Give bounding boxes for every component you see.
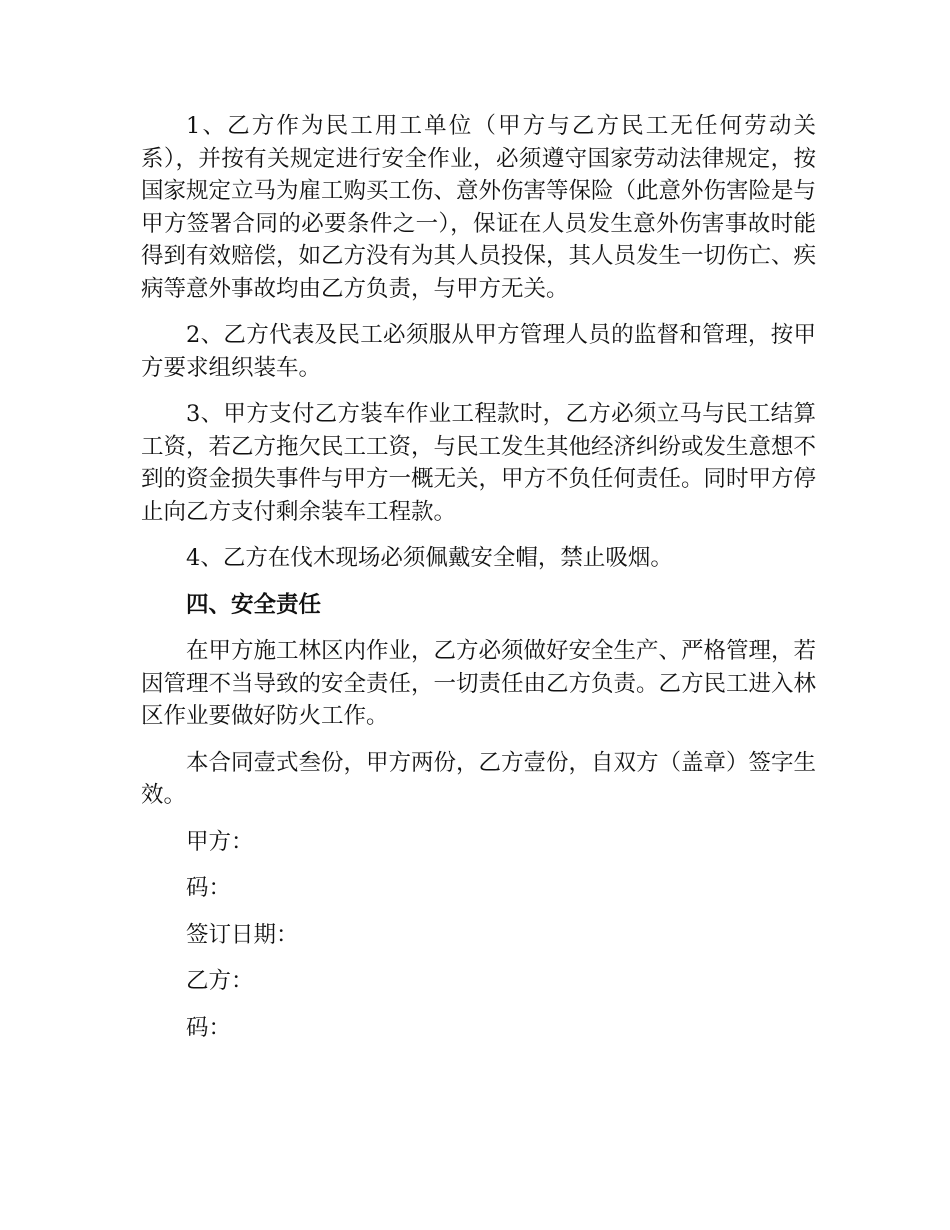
clause-3-paragraph: 3、甲方支付乙方装车作业工程款时，乙方必须立马与民工结算工资，若乙方拖欠民工工资，与民工发生其他经济纠纷或发生意想不到的资金损失事件与甲方一概无关，甲方不负任何责任。同时甲方停止向乙方支付剩余装车工程款。 (141, 401, 817, 525)
clause-1-paragraph: 1、乙方作为民工用工单位（甲方与乙方民工无任何劳动关系），并按有关规定进行安全作业，必须遵守国家劳动法律规定，按国家规定立马为雇工购买工伤、意外伤害等保险（此意外伤害险是与甲方签署合同的必要条件之一），保证在人员发生意外伤害事故时能得到有效赔偿，如乙方没有为其人员投保，其人员发生一切伤亡、疾病等意外事故均由乙方负责，与甲方无关。 (141, 113, 817, 302)
party-a-code-label: 码： (186, 875, 232, 901)
party-b-code-label: 码： (186, 1014, 232, 1041)
party-a-label: 甲方： (186, 828, 254, 855)
party-b-label: 乙方： (186, 968, 254, 994)
sign-date-label: 签订日期： (186, 921, 299, 948)
section-heading-safety: 四、安全责任 (186, 591, 322, 618)
clause-4-paragraph: 4、乙方在伐木现场必须佩戴安全帽，禁止吸烟。 (186, 545, 673, 571)
document-body (141, 110, 816, 1058)
clause-2-paragraph: 2、乙方代表及民工必须服从甲方管理人员的监督和管理，按甲方要求组织装车。 (141, 322, 816, 381)
safety-paragraph: 在甲方施工林区内作业，乙方必须做好安全生产、严格管理，若因管理不当导致的安全责任，一切责任由乙方负责。乙方民工进入林区作业要做好防火工作。 (141, 638, 817, 729)
copies-paragraph: 本合同壹式叁份，甲方两份，乙方壹份，自双方（盖章）签字生效。 (141, 749, 817, 808)
